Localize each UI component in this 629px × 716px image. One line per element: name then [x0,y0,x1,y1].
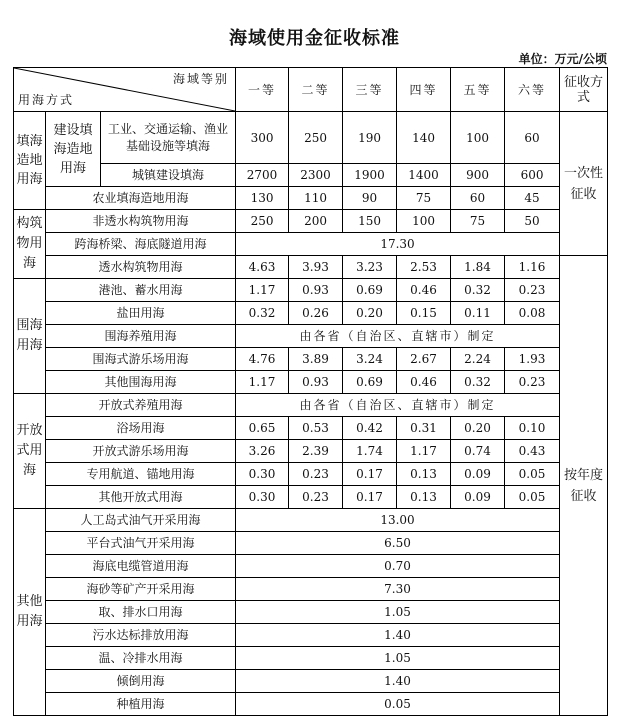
value-cell: 0.26 [289,302,343,325]
table-row [14,371,608,394]
value-cell: 0.46 [397,279,451,302]
value-cell: 250 [289,112,343,164]
value-cell: 0.69 [343,279,397,302]
value-cell-merged: 0.05 [236,693,560,716]
value-cell: 50 [505,210,560,233]
value-cell: 0.08 [505,302,560,325]
usage-name: 开放式游乐场用海 [46,440,236,463]
grade-header: 四等 [397,68,451,112]
table-row [14,256,608,279]
value-cell-merged: 1.05 [236,647,560,670]
table-row [14,601,608,624]
value-cell: 0.09 [451,463,505,486]
value-cell: 4.63 [236,256,289,279]
value-cell: 1.17 [236,279,289,302]
value-cell: 0.30 [236,486,289,509]
table-row [14,279,608,302]
value-cell: 3.23 [343,256,397,279]
grade-header: 五等 [451,68,505,112]
value-cell: 0.13 [397,463,451,486]
grade-header: 六等 [505,68,560,112]
usage-name: 其他围海用海 [46,371,236,394]
value-cell: 0.69 [343,371,397,394]
table-row [14,693,608,716]
table-row [14,302,608,325]
value-cell: 600 [505,164,560,187]
header-row [14,68,608,112]
table-row [14,463,608,486]
fee-table [13,67,608,716]
value-cell: 3.93 [289,256,343,279]
value-cell: 1.84 [451,256,505,279]
value-cell: 0.93 [289,279,343,302]
value-cell: 2.39 [289,440,343,463]
usage-name: 开放式养殖用海 [46,394,236,417]
value-cell: 0.23 [505,279,560,302]
table-row [14,509,608,532]
usage-name: 农业填海造地用海 [46,187,236,210]
usage-name: 种植用海 [46,693,236,716]
value-cell: 0.42 [343,417,397,440]
value-cell: 0.13 [397,486,451,509]
value-cell: 0.23 [289,486,343,509]
value-cell: 2700 [236,164,289,187]
value-cell: 190 [343,112,397,164]
usage-name: 平台式油气开采用海 [46,532,236,555]
value-cell: 1.17 [236,371,289,394]
value-cell: 4.76 [236,348,289,371]
usage-name: 港池、蓄水用海 [46,279,236,302]
page-title: 海域使用金征收标准 [229,28,400,49]
usage-axis-label: 用海方式 [18,93,75,107]
value-cell: 0.93 [289,371,343,394]
value-cell: 0.46 [397,371,451,394]
table-row [14,394,608,417]
value-cell: 130 [236,187,289,210]
grade-axis-label: 海域等别 [173,72,230,86]
table-row [14,647,608,670]
value-cell-merged: 由各省（自治区、直辖市）制定 [236,325,560,348]
group-label-struct: 构筑物用海 [14,210,46,279]
value-cell: 100 [451,112,505,164]
value-cell: 3.26 [236,440,289,463]
value-cell: 100 [397,210,451,233]
value-cell: 2.67 [397,348,451,371]
usage-name: 温、冷排水用海 [46,647,236,670]
table-row [14,670,608,693]
usage-name: 透水构筑物用海 [46,256,236,279]
table-row [14,555,608,578]
table-row [14,164,608,187]
value-cell: 110 [289,187,343,210]
table-row [14,210,608,233]
value-cell: 0.05 [505,463,560,486]
value-cell-merged: 17.30 [236,233,560,256]
collect-mode-yearly: 按年度征收 [560,256,608,716]
value-cell-merged: 1.40 [236,670,560,693]
value-cell-merged: 7.30 [236,578,560,601]
value-cell: 1400 [397,164,451,187]
value-cell: 0.32 [451,279,505,302]
value-cell: 3.89 [289,348,343,371]
value-cell: 1.16 [505,256,560,279]
diagonal-header-cell [14,68,236,112]
value-cell: 0.74 [451,440,505,463]
subgroup-label-build: 建设填海造地用海 [46,112,101,187]
value-cell: 75 [451,210,505,233]
usage-name: 人工岛式油气开采用海 [46,509,236,532]
group-label-fill: 填海造地用海 [14,112,46,210]
value-cell: 0.17 [343,486,397,509]
table-row [14,624,608,647]
usage-name: 倾倒用海 [46,670,236,693]
table-row [14,532,608,555]
usage-name: 围海养殖用海 [46,325,236,348]
value-cell: 0.17 [343,463,397,486]
table-row [14,233,608,256]
value-cell: 0.53 [289,417,343,440]
usage-name: 城镇建设填海 [101,164,236,187]
value-cell: 2300 [289,164,343,187]
value-cell: 150 [343,210,397,233]
usage-name: 海底电缆管道用海 [46,555,236,578]
value-cell: 0.65 [236,417,289,440]
value-cell: 0.23 [289,463,343,486]
value-cell: 1900 [343,164,397,187]
value-cell: 0.20 [451,417,505,440]
value-cell: 2.53 [397,256,451,279]
table-row [14,325,608,348]
value-cell-merged: 13.00 [236,509,560,532]
value-cell: 60 [451,187,505,210]
value-cell: 90 [343,187,397,210]
table-row [14,578,608,601]
value-cell: 0.43 [505,440,560,463]
table-row [14,187,608,210]
value-cell: 0.09 [451,486,505,509]
group-label-open: 开放式用海 [14,394,46,509]
group-label-other: 其他用海 [14,509,46,716]
value-cell: 60 [505,112,560,164]
usage-name: 污水达标排放用海 [46,624,236,647]
usage-name: 工业、交通运输、渔业基础设施等填海 [101,112,236,164]
value-cell: 0.10 [505,417,560,440]
table-row [14,486,608,509]
usage-name: 其他开放式用海 [46,486,236,509]
value-cell: 0.23 [505,371,560,394]
usage-name: 浴场用海 [46,417,236,440]
value-cell: 900 [451,164,505,187]
value-cell: 0.20 [343,302,397,325]
table-row [14,112,608,164]
table-row [14,417,608,440]
value-cell: 3.24 [343,348,397,371]
value-cell: 1.74 [343,440,397,463]
group-label-enclose: 围海用海 [14,279,46,394]
value-cell-merged: 0.70 [236,555,560,578]
value-cell: 0.32 [236,302,289,325]
usage-name: 跨海桥梁、海底隧道用海 [46,233,236,256]
usage-name: 盐田用海 [46,302,236,325]
value-cell: 0.15 [397,302,451,325]
table-row [14,440,608,463]
value-cell: 1.17 [397,440,451,463]
value-cell-merged: 1.05 [236,601,560,624]
usage-name: 取、排水口用海 [46,601,236,624]
table-row [14,348,608,371]
collect-mode-header: 征收方式 [560,68,608,112]
grade-header: 一等 [236,68,289,112]
value-cell: 2.24 [451,348,505,371]
value-cell-merged: 由各省（自治区、直辖市）制定 [236,394,560,417]
value-cell: 0.30 [236,463,289,486]
value-cell: 300 [236,112,289,164]
value-cell: 1.93 [505,348,560,371]
usage-name: 海砂等矿产开采用海 [46,578,236,601]
value-cell: 250 [236,210,289,233]
usage-name: 非透水构筑物用海 [46,210,236,233]
value-cell: 140 [397,112,451,164]
value-cell: 45 [505,187,560,210]
value-cell: 0.31 [397,417,451,440]
unit-label: 单位：万元/公顷 [518,52,607,66]
value-cell: 200 [289,210,343,233]
value-cell: 0.05 [505,486,560,509]
usage-name: 专用航道、锚地用海 [46,463,236,486]
value-cell: 0.11 [451,302,505,325]
collect-mode-once: 一次性征收 [560,112,608,256]
usage-name: 围海式游乐场用海 [46,348,236,371]
value-cell-merged: 1.40 [236,624,560,647]
value-cell: 75 [397,187,451,210]
grade-header: 二等 [289,68,343,112]
value-cell-merged: 6.50 [236,532,560,555]
value-cell: 0.32 [451,371,505,394]
grade-header: 三等 [343,68,397,112]
